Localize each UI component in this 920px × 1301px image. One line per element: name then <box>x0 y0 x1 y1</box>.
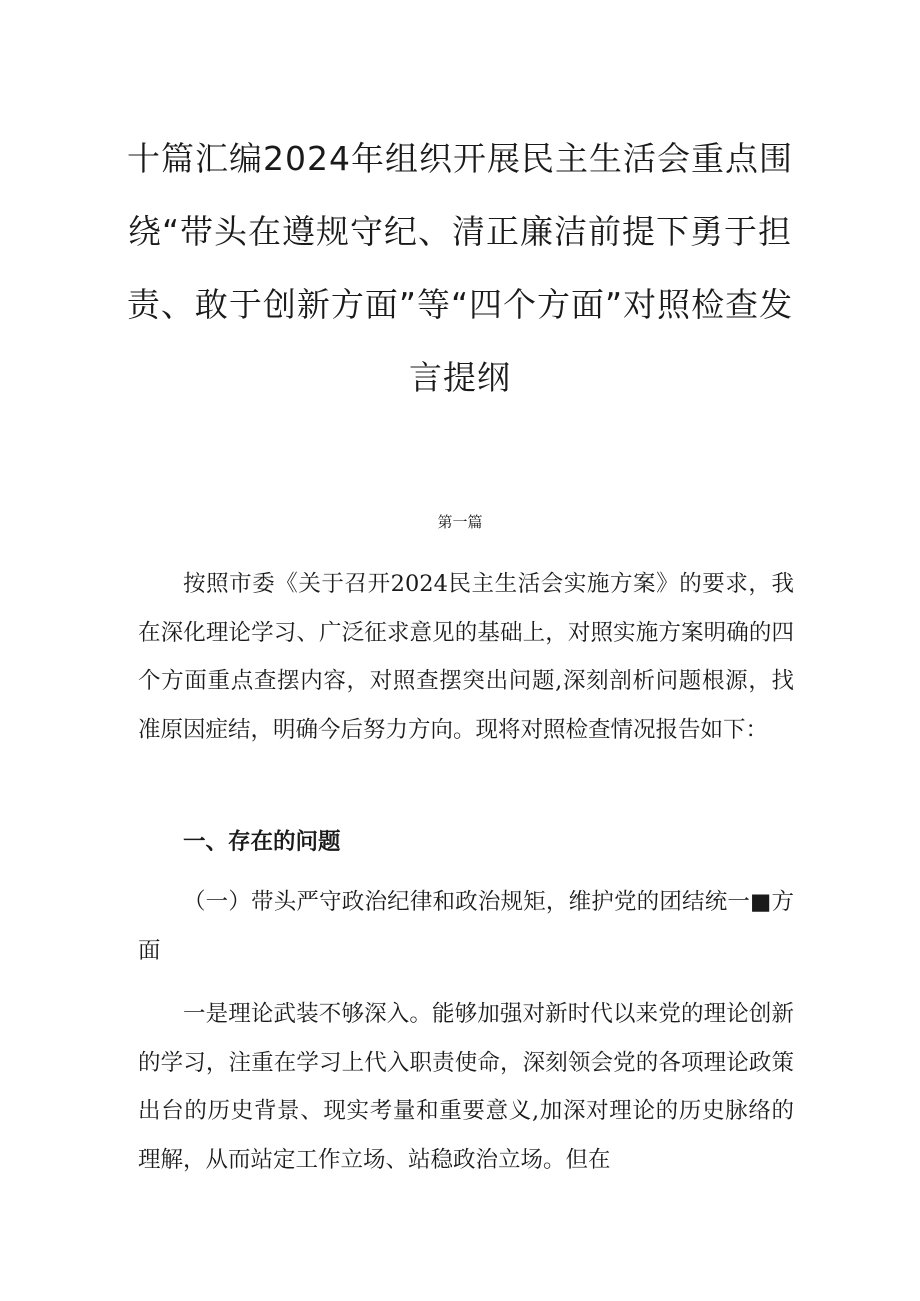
subsection-heading: （一）带头严守政治纪律和政治规矩，维护党的团结统一■方面 <box>138 889 794 964</box>
body-paragraph: 一是理论武装不够深入。能够加强对新时代以来党的理论创新的学习，注重在学习上代入职责使命，深刻领会党的各项理论政策出台的历史背景、现实考量和重要意义,加深对理论的历史脉络的理解，从而站定工作立场、站稳政治立场。但在 <box>138 1001 794 1173</box>
section-heading: 一、存在的问题 <box>183 829 341 855</box>
intro-paragraph: 按照市委《关于召开2024民主生活会实施方案》的要求，我在深化理论学习、广泛征求意见的基础上，对照实施方案明确的四个方面重点查摆内容，对照查摆突出问题,深刻剖析问题根源，找准原因症结，明确今后努力方向。现将对照检查情况报告如下： <box>138 571 794 743</box>
chapter-label: 第一篇 <box>437 513 483 531</box>
document-title: 十篇汇编2024年组织开展民主生活会重点围绕“带头在遵规守纪、清正廉洁前提下勇于担责、敢于创新方面”等“四个方面”对照检查发言提纲 <box>126 139 794 397</box>
